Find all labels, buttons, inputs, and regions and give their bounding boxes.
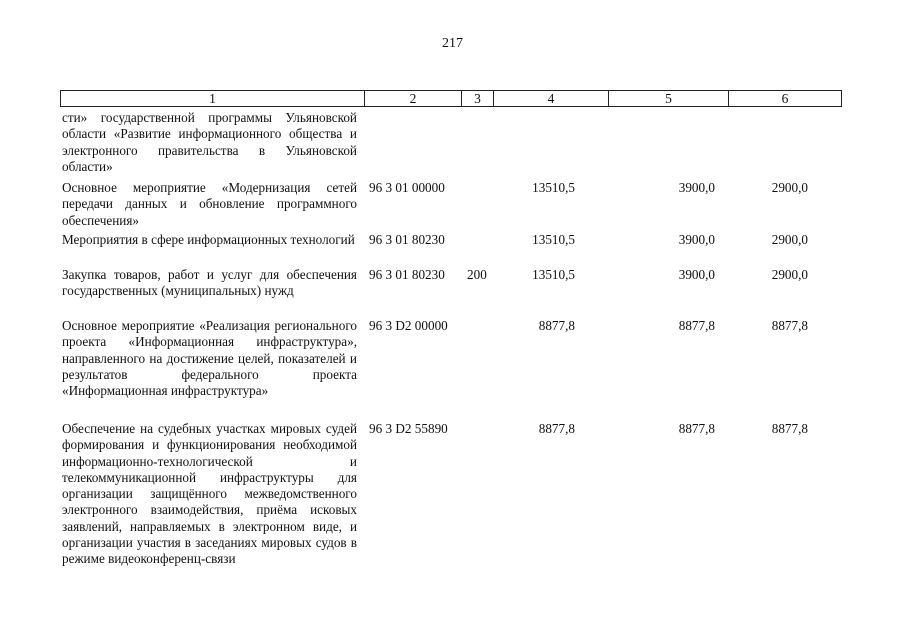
row-description: Основное мероприятие «Модернизация сетей передачи данных и обновление программного обеспечения» <box>62 180 357 228</box>
row-value-col5: 8877,8 <box>678 318 715 333</box>
row-code: 96 3 01 80230 <box>369 232 445 247</box>
row-description: сти» государственной программы Ульяновской области «Развитие информационного общества и электронного правительства в Ульяновской области» <box>62 110 357 174</box>
row-expense-type: 200 <box>467 267 487 282</box>
row-value-col6: 2900,0 <box>771 232 808 247</box>
row-code: 96 3 01 80230 <box>369 267 445 282</box>
row-value-col4: 8877,8 <box>538 421 575 436</box>
row-description: Мероприятия в сфере информационных технологий <box>62 232 355 247</box>
row-description: Обеспечение на судебных участках мировых судей формирования и функционирования необходимой информационно-технологической и телекоммуникационной инфраструктуры для организации защищённого межведомственного электронного взаимодействия, приёма исковых заявлений, направляемых в электронном виде, и организации участия в заседаниях мировых судов в режиме видеоконференц-связи <box>62 421 357 567</box>
row-value-col6: 8877,8 <box>771 421 808 436</box>
column-header-4: 4 <box>493 91 608 106</box>
row-value-col4: 13510,5 <box>532 232 575 247</box>
row-code: 96 3 D2 00000 <box>369 318 448 333</box>
row-value-col5: 3900,0 <box>678 180 715 195</box>
table-header <box>60 90 842 107</box>
row-value-col6: 2900,0 <box>771 267 808 282</box>
column-header-2: 2 <box>364 91 461 106</box>
row-value-col6: 8877,8 <box>771 318 808 333</box>
page-number: 217 <box>442 36 463 51</box>
row-value-col5: 3900,0 <box>678 232 715 247</box>
row-description: Основное мероприятие «Реализация регионального проекта «Информационная инфраструктура», направленного на достижение целей, показателей и результатов федерального проекта «Информационная инфраструктура» <box>62 318 357 399</box>
row-description: Закупка товаров, работ и услуг для обеспечения государственных (муниципальных) нужд <box>62 267 357 299</box>
row-value-col4: 13510,5 <box>532 180 575 195</box>
row-value-col5: 8877,8 <box>678 421 715 436</box>
row-code: 96 3 D2 55890 <box>369 421 448 436</box>
column-header-6: 6 <box>728 91 841 106</box>
column-header-5: 5 <box>608 91 728 106</box>
column-header-1: 1 <box>209 91 216 106</box>
row-value-col4: 13510,5 <box>532 267 575 282</box>
column-header-3: 3 <box>461 91 493 106</box>
row-value-col5: 3900,0 <box>678 267 715 282</box>
row-code: 96 3 01 00000 <box>369 180 445 195</box>
row-value-col6: 2900,0 <box>771 180 808 195</box>
row-value-col4: 8877,8 <box>538 318 575 333</box>
